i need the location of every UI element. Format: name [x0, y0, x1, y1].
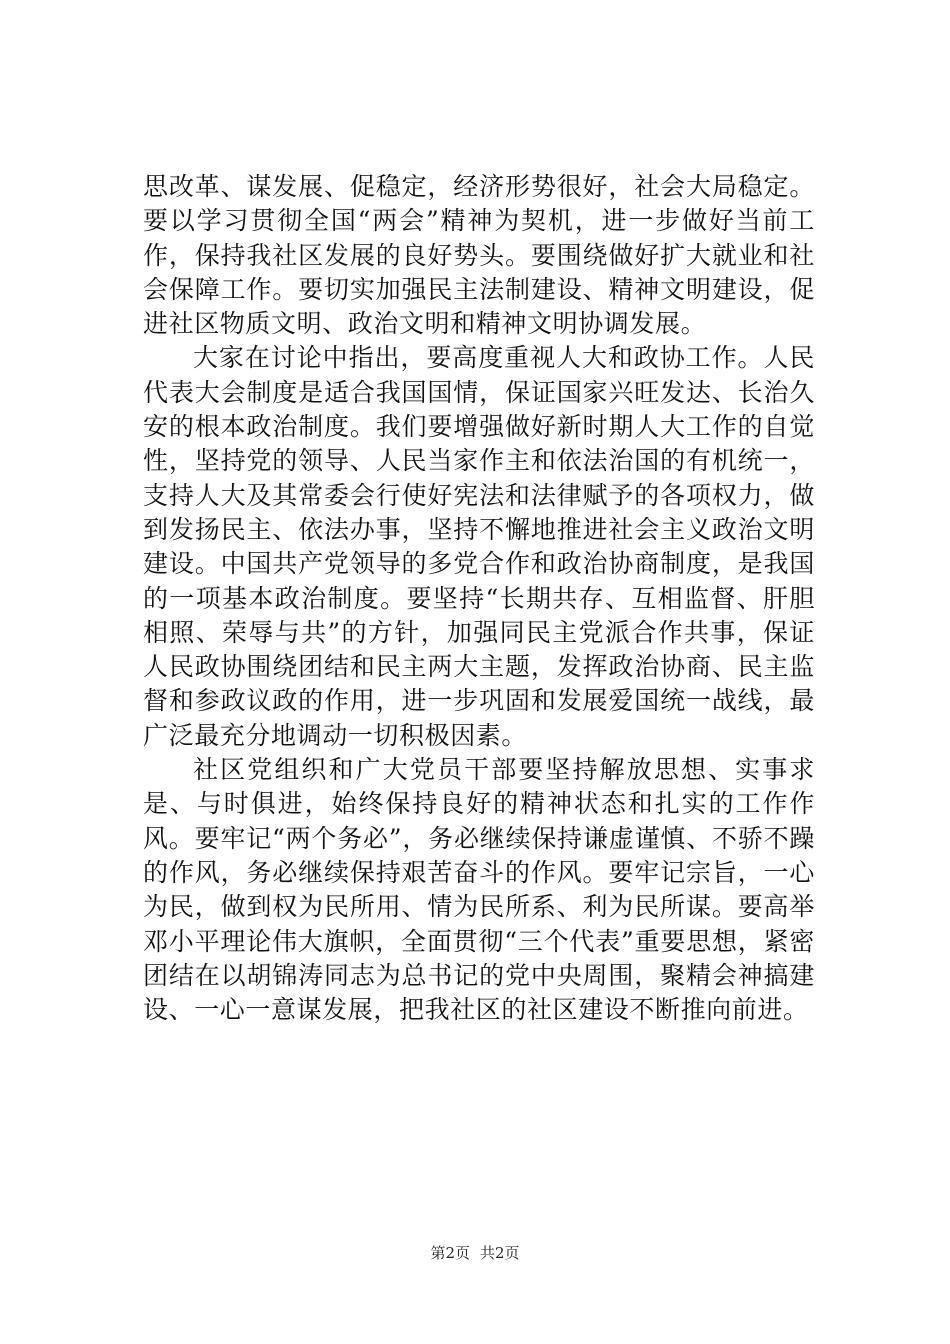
page-footer: [0, 1243, 950, 1263]
document-body: [143, 170, 815, 1027]
paragraph-1: 思改革、谋发展、促稳定，经济形势很好，社会大局稳定。要以学习贯彻全国“两会”精神为契机，进一步做好当前工作，保持我社区发展的良好势头。要围绕做好扩大就业和社会保障工作。要切实加强民主法制建设、精神文明建设，促进社区物质文明、政治文明和精神文明协调发展。: [143, 172, 815, 339]
page-total: 共2页: [480, 1244, 520, 1262]
paragraph-2: 大家在讨论中指出，要高度重视人大和政协工作。人民代表大会制度是适合我国国情，保证国家兴旺发达、长治久安的根本政治制度。我们要增强做好新时期人大工作的自觉性，坚持党的领导、人民当家作主和依法治国的有机统一，支持人大及其常委会行使好宪法和法律赋予的各项权力，做到发扬民主、依法办事，坚持不懈地推进社会主义政治文明建设。中国共产党领导的多党合作和政治协商制度，是我国的一项基本政治制度。要坚持“长期共存、互相监督、肝胆相照、荣辱与共”的方针，加强同民主党派合作共事，保证人民政协围绕团结和民主两大主题，发挥政治协商、民主监督和参政议政的作用，进一步巩固和发展爱国统一战线，最广泛最充分地调动一切积极因素。: [143, 343, 815, 750]
paragraph-3: 社区党组织和广大党员干部要坚持解放思想、实事求是、与时俱进，始终保持良好的精神状态和扎实的工作作风。要牢记“两个务必”，务必继续保持谦虚谨慎、不骄不躁的作风，务必继续保持艰苦奋斗的作风。要牢记宗旨，一心为民，做到权为民所用、情为民所系、利为民所谋。要高举邓小平理论伟大旗帜，全面贯彻“三个代表”重要思想，紧密团结在以胡锦涛同志为总书记的党中央周围，聚精会神搞建设、一心一意谋发展，把我社区的社区建设不断推向前进。: [143, 755, 815, 1025]
page-number: 第2页: [430, 1244, 470, 1262]
